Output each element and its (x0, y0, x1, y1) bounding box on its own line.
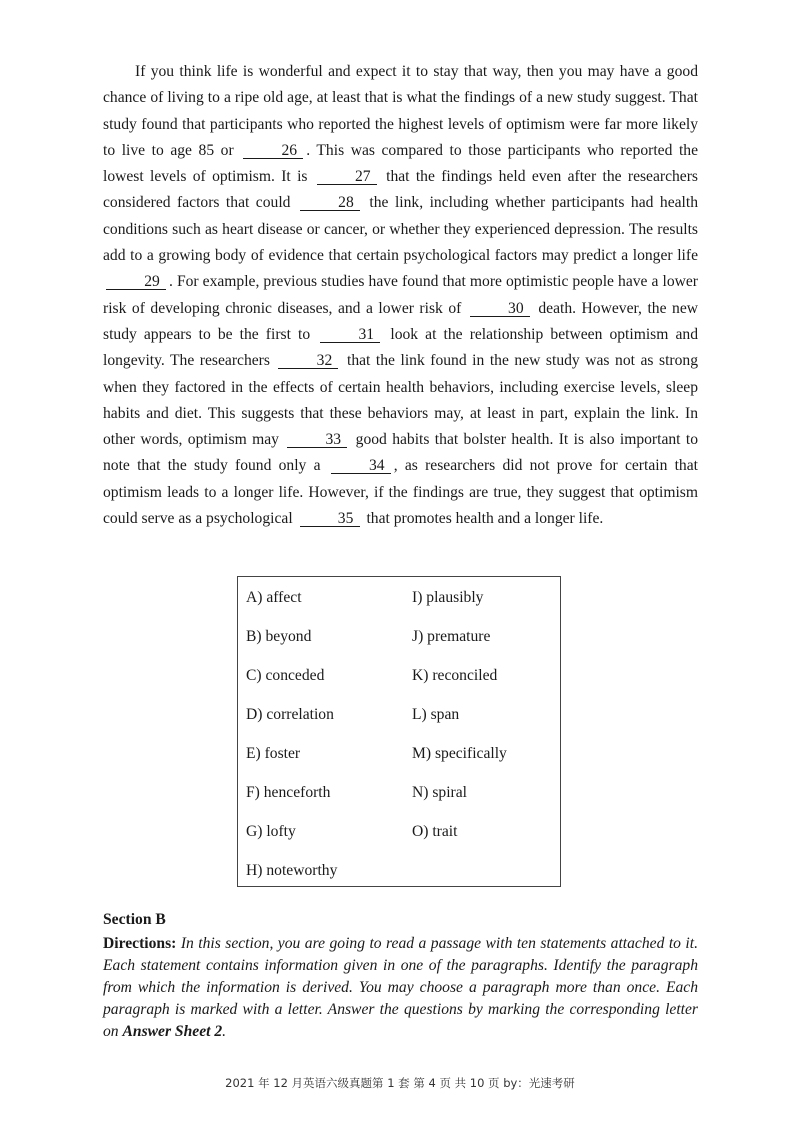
passage-text: . This was compared to those participants who reported the lowest levels of optimism. It is (103, 141, 698, 186)
word-option-j: J) premature (412, 628, 491, 645)
word-option-m: M) specifically (412, 745, 507, 762)
passage-text: look at the relationship between optimism and longevity. The researchers (103, 325, 698, 370)
blank-34[interactable]: 34 (331, 458, 391, 474)
section-b (103, 909, 698, 1043)
passage-text: good habits that bolster health. It is also important to note that the study found only a (103, 431, 698, 475)
word-bank-left-column (246, 587, 337, 899)
word-option-e: E) foster (246, 745, 301, 762)
word-option-h: H) noteworthy (246, 862, 338, 879)
passage-text: the link, including whether participants had health conditions such as heart disease or cancer, or whether they experienced depression. The results add to a growing body of evidence that certain psychological factors may predict a longer life (103, 194, 699, 265)
blank-26[interactable]: 26 (243, 143, 303, 159)
word-option-l: L) span (412, 706, 460, 723)
answer-sheet-label: Answer Sheet 2 (122, 1023, 223, 1040)
blank-35[interactable]: 35 (300, 511, 360, 527)
passage-paragraph (103, 59, 698, 532)
word-option-c: C) conceded (246, 667, 325, 684)
word-option-g: G) lofty (246, 823, 296, 840)
passage-text: that the findings held even after the researchers considered factors that could (103, 168, 698, 212)
directions-text: In this section, you are going to read a passage with ten statements attached to it. Each statement contains information given in one of the paragraphs. Identify the paragraph from which the information is derived. You may choose a paragraph more than once. Each paragraph is marked with a letter. Answer the questions by marking the corresponding letter on (103, 935, 698, 1040)
blank-28[interactable]: 28 (300, 195, 360, 211)
passage-text: . For example, previous studies have found that more optimistic people have a lower risk of developing chronic diseases, and a lower risk of (103, 273, 698, 317)
word-option-o: O) trait (412, 823, 458, 840)
passage-text: that the link found in the new study was not as strong when they factored in the effects of certain health behaviors, including exercise levels, sleep habits and diet. This suggests that these behaviors may, at least in part, explain the link. In other words, optimism may (103, 352, 698, 449)
passage-text: death. However, the new study appears to be the first to (103, 299, 699, 343)
passage-text: , as researchers did not prove for certain that optimism leads to a longer life. However, if the findings are true, they suggest that optimism could serve as a psychological (103, 457, 698, 528)
word-option-d: D) correlation (246, 706, 334, 723)
passage-text: If you think life is wonderful and expect it to stay that way, then you may have a good chance of living to a ripe old age, at least that is what the findings of a new study suggest. That study found that participants who reported the highest levels of optimism were far more likely to live to age 85 or (103, 63, 698, 159)
page-footer: 2021 年 12 月英语六级真题第 1 套 第 4 页 共 10 页 by：光速考研 (225, 1076, 575, 1090)
directions-label: Directions: (103, 935, 177, 952)
cloze-passage (103, 59, 698, 532)
word-option-i: I) plausibly (412, 589, 484, 606)
word-option-a: A) affect (246, 589, 302, 606)
blank-30[interactable]: 30 (470, 301, 530, 317)
blank-31[interactable]: 31 (320, 327, 380, 343)
blank-33[interactable]: 33 (287, 432, 347, 448)
section-b-title: Section B (103, 911, 166, 928)
word-option-b: B) beyond (246, 628, 312, 645)
blank-27[interactable]: 27 (317, 169, 377, 185)
section-b-directions (103, 933, 698, 1043)
passage-text: that promotes health and a longer life. (362, 510, 604, 528)
blank-32[interactable]: 32 (278, 353, 338, 369)
word-option-k: K) reconciled (412, 667, 498, 684)
word-bank-right-column (412, 587, 507, 860)
word-option-n: N) spiral (412, 784, 467, 801)
blank-29[interactable]: 29 (106, 274, 166, 290)
word-bank-box (237, 576, 561, 887)
directions-period: . (222, 1023, 227, 1040)
word-option-f: F) henceforth (246, 784, 331, 801)
